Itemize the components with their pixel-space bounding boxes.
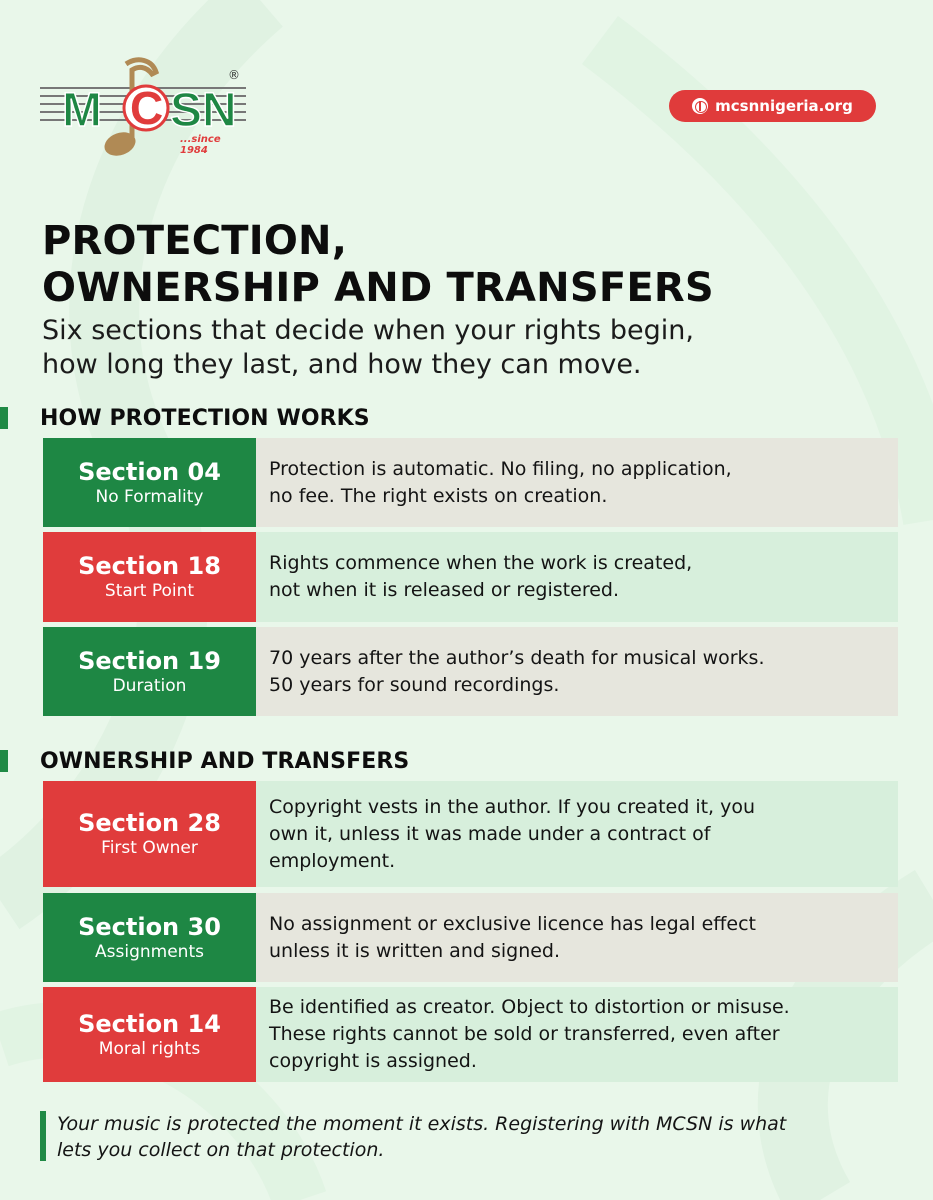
globe-icon: [692, 98, 708, 114]
section-tag: [43, 781, 256, 887]
subtitle-line-2: how long they last, and how they can move.: [42, 349, 642, 380]
description-line: 70 years after the author’s death for musical works.: [269, 646, 765, 669]
section-description: [256, 781, 898, 887]
section-tag: [43, 532, 256, 622]
page-subtitle: [42, 314, 902, 382]
description-line: not when it is released or registered.: [269, 579, 619, 601]
note-line-2: lets you collect on that protection.: [57, 1139, 385, 1161]
section-row-04: [43, 438, 898, 527]
section-name: First Owner: [101, 838, 198, 858]
section-row-28: [43, 781, 898, 887]
title-line-1: PROTECTION,: [42, 218, 348, 264]
section-name: Start Point: [104, 581, 195, 601]
section-heading-protection: [0, 406, 370, 430]
description-line: own it, unless it was made under a contract of: [269, 822, 711, 845]
section-name: Moral rights: [98, 1038, 201, 1059]
section-number: Section 04: [78, 457, 221, 486]
svg-text:SN: SN: [170, 84, 237, 137]
section-description: [256, 627, 898, 716]
section-number: Section 18: [78, 552, 221, 580]
section-description: [256, 987, 898, 1082]
website-text: mcsnnigeria.org: [715, 97, 853, 115]
section-tag: [43, 438, 256, 527]
description-line: copyright is assigned.: [269, 1050, 477, 1072]
website-link[interactable]: [669, 90, 876, 122]
svg-text:C: C: [130, 82, 164, 134]
section-number: Section 30: [78, 912, 221, 941]
section-tag: [43, 987, 256, 1082]
description-line: Rights commence when the work is created,: [269, 552, 693, 574]
description-line: unless it is written and signed.: [269, 939, 561, 962]
section-tag: [43, 893, 256, 982]
note-text: [57, 1111, 786, 1163]
section-number: Section 19: [78, 646, 221, 675]
section-number: Section 14: [78, 1009, 221, 1038]
description-line: These rights cannot be sold or transferred, even after: [269, 1023, 780, 1045]
title-line-2: OWNERSHIP AND TRANSFERS: [42, 265, 714, 311]
logo-tagline: ...since 1984: [180, 134, 221, 156]
section-description: [256, 893, 898, 982]
registered-mark: ®: [228, 68, 240, 82]
mcsn-logo[interactable]: [40, 52, 250, 162]
section-row-18: [43, 532, 898, 622]
description-line: Protection is automatic. No filing, no application,: [269, 457, 732, 480]
section-number: Section 28: [78, 809, 221, 837]
section-row-30: [43, 893, 898, 982]
description-line: Copyright vests in the author. If you created it, you: [269, 795, 756, 818]
page-title: [42, 218, 714, 312]
heading-marker: [0, 750, 8, 772]
section-description: [256, 438, 898, 527]
section-description: [256, 532, 898, 622]
note-accent-bar: [40, 1111, 46, 1161]
section-name: Duration: [112, 675, 187, 696]
description-line: Be identified as creator. Object to distortion or misuse.: [269, 996, 790, 1018]
footer-note: [40, 1111, 900, 1163]
section-row-14: [43, 987, 898, 1082]
heading-marker: [0, 407, 8, 429]
subtitle-line-1: Six sections that decide when your rights begin,: [42, 315, 694, 346]
description-line: employment.: [269, 849, 396, 872]
section-tag: [43, 627, 256, 716]
section-row-19: [43, 627, 898, 716]
section-name: Assignments: [95, 941, 204, 962]
section-heading-ownership: [0, 749, 409, 773]
section-name: No Formality: [95, 486, 204, 507]
description-line: no fee. The right exists on creation.: [269, 484, 608, 507]
heading-label: HOW PROTECTION WORKS: [40, 405, 370, 431]
description-line: No assignment or exclusive licence has legal effect: [269, 912, 756, 935]
description-line: 50 years for sound recordings.: [269, 673, 560, 696]
svg-text:M: M: [62, 84, 102, 137]
note-line-1: Your music is protected the moment it exists. Registering with MCSN is what: [57, 1113, 787, 1135]
heading-label: OWNERSHIP AND TRANSFERS: [40, 748, 410, 774]
